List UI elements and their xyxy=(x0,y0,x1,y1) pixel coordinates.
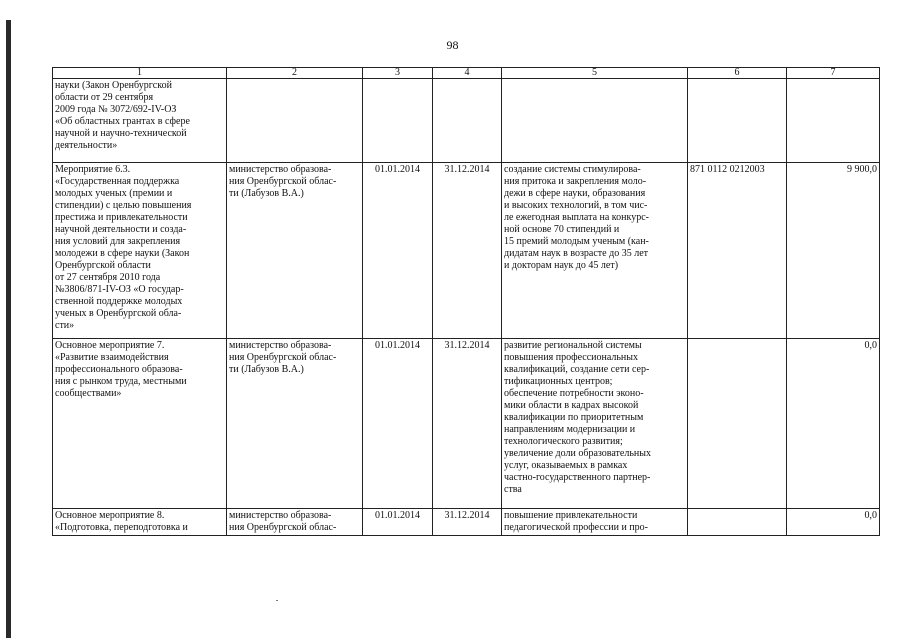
executor-cell xyxy=(227,79,363,163)
measure-name-cell: Основное мероприятие 8. «Подготовка, переподготовка и xyxy=(53,509,227,536)
measure-name-cell: науки (Закон Оренбургской области от 29 сентября 2009 года № 3072/692-IV-ОЗ «Об областных грантах в сфере научной и научно-технической деятельности» xyxy=(53,79,227,163)
executor-cell: министерство образова- ния Оренбургской облас- ти (Лабузов В.А.) xyxy=(227,339,363,509)
column-header: 3 xyxy=(363,68,433,79)
amount-cell: 9 900,0 xyxy=(787,163,880,339)
column-header: 4 xyxy=(433,68,502,79)
executor-cell: министерство образова- ния Оренбургской облас- xyxy=(227,509,363,536)
program-table xyxy=(52,67,880,536)
amount-cell: 0,0 xyxy=(787,509,880,536)
budget-code-cell xyxy=(688,509,787,536)
end-date-cell: 31.12.2014 xyxy=(433,509,502,536)
end-date-cell: 31.12.2014 xyxy=(433,339,502,509)
end-date-cell: 31.12.2014 xyxy=(433,163,502,339)
column-header: 6 xyxy=(688,68,787,79)
measure-name-cell: Основное мероприятие 7. «Развитие взаимодействия профессионального образова- ния с рынком труда, местными сообществами» xyxy=(53,339,227,509)
amount-cell: 0,0 xyxy=(787,339,880,509)
column-number-row xyxy=(53,68,880,79)
budget-code-cell xyxy=(688,79,787,163)
executor-cell: министерство образова- ния Оренбургской облас- ти (Лабузов В.А.) xyxy=(227,163,363,339)
table-row xyxy=(53,163,880,339)
start-date-cell: 01.01.2014 xyxy=(363,163,433,339)
table-row xyxy=(53,79,880,163)
column-header: 5 xyxy=(502,68,688,79)
table-row xyxy=(53,509,880,536)
start-date-cell: 01.01.2014 xyxy=(363,339,433,509)
page-number: 98 xyxy=(446,38,459,52)
column-header: 2 xyxy=(227,68,363,79)
expected-result-cell: развитие региональной системы повышения профессиональных квалификаций, создание сети сер- тификационных центров; обеспечение потребности эконо- мики области в кадрах высокой квалификации по приоритетным направлениям модернизации и технологического развития; увеличение доли образовательных услуг, оказываемых в рамках частно-государственного партнер- ства xyxy=(502,339,688,509)
page-binding-edge xyxy=(6,20,11,638)
start-date-cell: 01.01.2014 xyxy=(363,509,433,536)
column-header: 1 xyxy=(53,68,227,79)
expected-result-cell xyxy=(502,79,688,163)
start-date-cell xyxy=(363,79,433,163)
end-date-cell xyxy=(433,79,502,163)
scan-speck xyxy=(276,600,278,601)
expected-result-cell: повышение привлекательности педагогической профессии и про- xyxy=(502,509,688,536)
column-header: 7 xyxy=(787,68,880,79)
amount-cell xyxy=(787,79,880,163)
measure-name-cell: Мероприятие 6.3. «Государственная поддержка молодых ученых (премии и стипендии) с целью повышения престижа и привлекательности научной деятельности и созда- ния условий для закрепления молодежи в сфере науки (Закон Оренбургской области от 27 сентября 2010 года №3806/871-IV-ОЗ «О государ- ственной поддержке молодых ученых в Оренбургской обла- сти» xyxy=(53,163,227,339)
budget-code-cell: 871 0112 0212003 xyxy=(688,163,787,339)
expected-result-cell: создание системы стимулирова- ния притока и закрепления моло- дежи в сфере науки, образования и высоких технологий, в том чис- ле ежегодная выплата на конкурс- ной основе 70 стипендий и 15 премий молодым ученым (кан- дидатам наук в возрасте до 35 лет и докторам наук до 45 лет) xyxy=(502,163,688,339)
table-row xyxy=(53,339,880,509)
budget-code-cell xyxy=(688,339,787,509)
